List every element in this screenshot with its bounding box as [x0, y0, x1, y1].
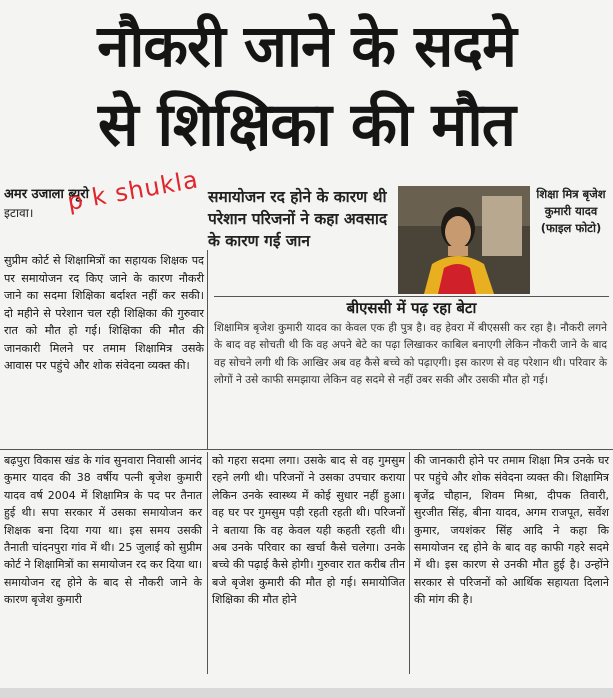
bottom-strip — [0, 688, 613, 698]
box-paragraph: शिक्षामित्र बृजेश कुमारी यादव का केवल एक ही पुत्र है। वह हेवरा में बीएससी कर रहा है। नौकरी लगने के बाद वह सोचती थी कि वह अपने बेटे का पढ़ा लिखाकर काबिल बनाएगी लेकिन नौकरी जाने के बाद वह सोचने लगी थी कि आखिर अब वह कैसे बच्चे को पढ़ाएगी। इस कारण से वह परेशान थी। परिवार के लोगों ने उसे काफी समझाया लेकिन वह सदमे से नहीं उबर सकी और उसकी मौत हो गई। — [214, 322, 607, 386]
portrait-image — [398, 186, 530, 294]
body-column-3: की जानकारी होने पर तमाम शिक्षा मित्र उनके घर पर पहुंचे और शोक संवेदना व्यक्त की। शिक्षामित्र बृजेंद्र चौहान, शिवम मिश्रा, दीपक तिवारी, सुरजीत सिंह, बीना यादव, अगम राजपूत, सर्वेश कुमार, जयशंकर सिंह आदि ने कहा कि समायोजन रद्द होने के बाद वह काफी गहरे सदमे में थी। इस कारण से उनकी मौत हुई है। उन्होंने सरकार से परिजनों को आर्थिक सहायता दिलाने की मांग की है। — [414, 454, 609, 607]
headline-line-1: नौकरी जाने के सदमे — [97, 12, 516, 80]
dateline-place: इटावा। — [4, 206, 34, 220]
subheadline: समायोजन रद होने के कारण थी परेशान परिजनों ने कहा अवसाद के कारण गई जान — [208, 188, 388, 250]
bureau-name: अमर उजाला ब्यूरो — [4, 187, 89, 202]
handwritten-watermark: p k shukla — [65, 165, 201, 216]
section-divider — [0, 449, 613, 450]
photo-caption: शिक्षा मित्र बृजेश कुमारी यादव (फाइल फोटो) — [536, 187, 606, 235]
column-divider — [207, 452, 208, 674]
body-column-1: बढ़पुरा विकास खंड के गांव सुनवारा निवासी आनंद कुमार यादव की 38 वर्षीय पत्नी बृजेश कुमारी यादव वर्ष 2004 में शिक्षामित्र के पद पर तैनात हुई थी। सपा सरकार में उसका समायोजन कर शिक्षक बना दिया गया था। इस समय उसकी तैनाती चांदनपुरा गांव में थी। 25 जुलाई को सुप्रीम कोर्ट ने शिक्षामित्रों का समायोजन रद कर दिया था। समायोजन रद्द होने के बाद से नौकरी जाने के कारण बृजेश कुमारी — [4, 454, 202, 607]
column-divider — [207, 250, 208, 450]
headline — [6, 6, 607, 164]
box-heading: बीएससी में पढ़ रहा बेटा — [346, 299, 477, 317]
body-column-2: को गहरा सदमा लगा। उसके बाद से वह गुमसुम रहने लगी थी। परिजनों ने उसका उपचार कराया लेकिन उनके स्वास्थ्य में कोई सुधार नहीं हुआ। वह घर पर गुमसुम पड़ी रहती रहती थी। परिजनों ने बताया कि वह केवल यही कहती रहती थी। अब उनके परिवार का खर्चा कैसे चलेगा। उनके बच्चे की पढ़ाई कैसे होगी। गुरुवार रात करीब तीन बजे बृजेश कुमारी की मौत हो गई। समायोजित शिक्षिका की मौत होने — [212, 454, 405, 607]
teacher-photo — [398, 186, 530, 294]
column-divider — [409, 452, 410, 674]
intro-paragraph: सुप्रीम कोर्ट से शिक्षामित्रों का सहायक शिक्षक पद पर समायोजन रद किए जाने के कारण नौकरी जाने का सदमा शिक्षिका बर्दाश्त नहीं कर सकी। दो महीने से परेशान चल रही शिक्षिका की गुरुवार रात को मौत हो गई। शिक्षिका की मौत की जानकारी मिलने पर तमाम शिक्षामित्र उसके आवास पर पहुंचे और शोक संवेदना व्यक्त की। — [4, 254, 204, 372]
headline-line-2: से शिक्षिका की मौत — [98, 90, 515, 160]
